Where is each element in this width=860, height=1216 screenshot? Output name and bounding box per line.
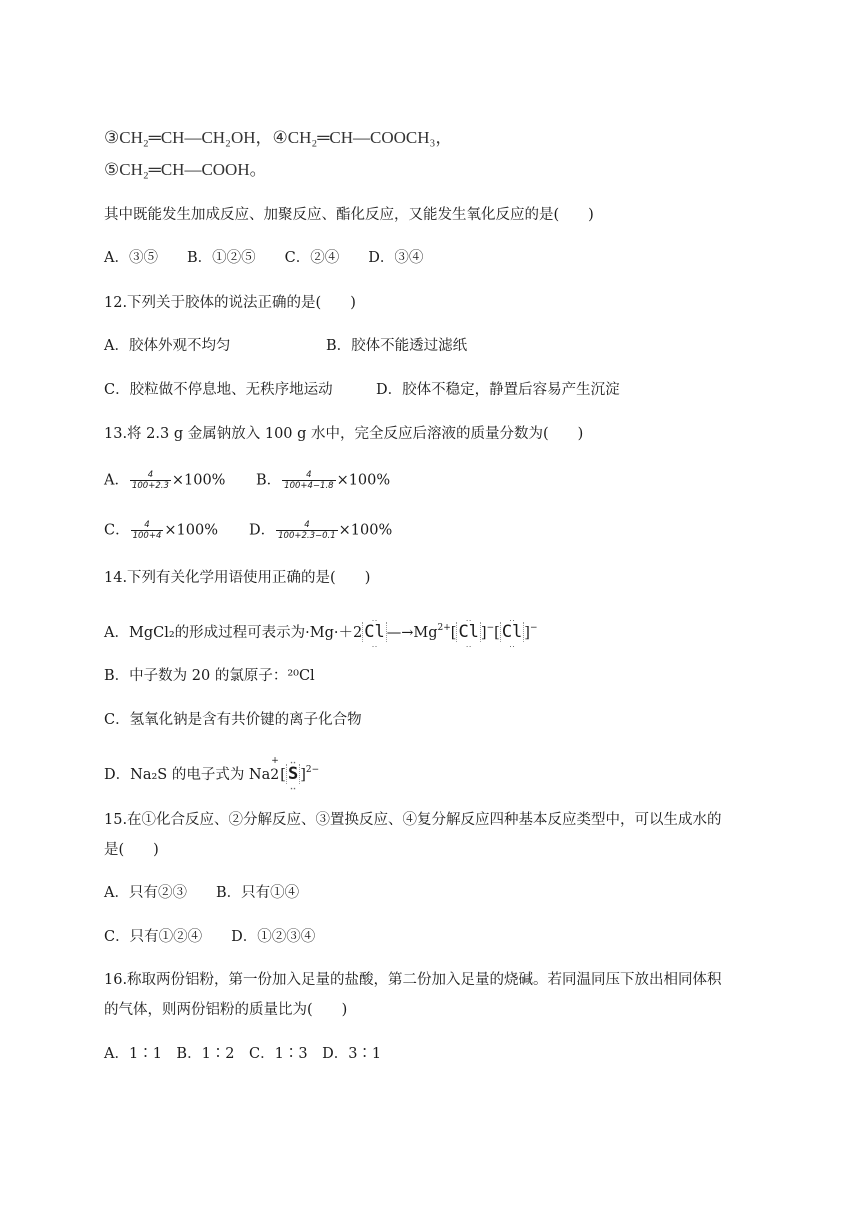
q14-a-cl-electron-dot: ‥ Cl ‥ (362, 622, 386, 642)
q14-d-subscript-2: 2 (270, 767, 280, 783)
q14-d-prefix: D．Na₂S 的电子式为 Na (104, 767, 271, 783)
q16-stem-line-1: 16.称取两份铝粉，第一份加入足量的盐酸，第二份加入足量的烧碱。若同温同压下放出相同体积 (104, 972, 722, 988)
q13-a-suffix: ×100% (171, 472, 226, 489)
q13-d-label: D． (249, 522, 276, 539)
q13-option-a (104, 470, 225, 491)
q12-option-a: A．胶体外观不均匀 (104, 338, 231, 354)
q13-d-numerator: 4 (304, 520, 310, 530)
q13-a-numerator: 4 (147, 470, 154, 480)
q14-d-s-electron-dot: ‥ S ‥ (286, 764, 300, 784)
q11-text: 其中既能发生加成反应、加聚反应、酯化反应，又能发生氧化反应的是( ) (104, 207, 594, 223)
q13-c-fraction (131, 520, 164, 541)
q11-options: A．③⑤ B．①②⑤ C．②④ D．③④ (104, 250, 424, 266)
q14-d-na-charge (270, 756, 280, 785)
q14-stem: 14.下列有关化学用语使用正确的是( ) (104, 570, 371, 586)
q16-options: A．1∶1 B．1∶2 C．1∶3 D．3∶1 (104, 1046, 382, 1062)
q13-option-b (256, 470, 390, 491)
formula-line-1: ③CH₂═CH—CH₂OH，④CH₂═CH—COOCH₃， (104, 128, 453, 147)
q14-d-charge: 2− (305, 765, 320, 775)
q14-d-right-bracket: ] (300, 767, 306, 783)
q13-b-numerator: 4 (306, 470, 312, 480)
q14-a-prefix: A．MgCl₂的形成过程可表示为·Mg·＋2 (104, 625, 363, 641)
q15-stem-line-2: 是( ) (104, 842, 159, 858)
q13-option-d (249, 520, 392, 541)
q13-d-fraction (276, 520, 338, 541)
q14-a-minus-2: − (529, 623, 538, 633)
q13-stem: 13.将 2.3 g 金属钠放入 100 g 水中，完全反应后溶液的质量分数为( ) (104, 426, 584, 442)
q13-c-numerator: 4 (144, 520, 150, 530)
q14-option-a (104, 618, 538, 643)
q14-a-minus-1: − (486, 623, 495, 633)
q14-option-d (104, 756, 320, 785)
q14-d-plus: + (271, 756, 279, 766)
q14-a-mg-charge: 2+ (437, 623, 451, 633)
q15-stem-line-1: 15.在①化合反应、②分解反应、③置换反应、④复分解反应四种基本反应类型中，可以生成水的 (104, 812, 722, 828)
q14-a-right-bracket-2: ] (524, 625, 530, 641)
q14-a-arrow: —→Mg (386, 625, 438, 641)
q14-a-cl-ion-1: ‥ Cl ‥ (456, 622, 480, 642)
q13-b-suffix: ×100% (336, 472, 391, 489)
formula-line-2: ⑤CH₂═CH—COOH。 (104, 160, 267, 179)
q14-option-b: B．中子数为 20 的氯原子：²⁰Cl (104, 668, 315, 684)
q13-a-denominator: 100+2.3 (131, 481, 169, 491)
q13-a-fraction (130, 470, 171, 491)
q13-b-denominator: 100+4−1.8 (284, 481, 334, 491)
q12-stem: 12.下列关于胶体的说法正确的是( ) (104, 295, 356, 311)
q13-d-suffix: ×100% (338, 522, 393, 539)
q14-d-left-bracket: [ (280, 767, 286, 783)
q13-c-denominator: 100+4 (132, 531, 162, 541)
q15-options-cd: C．只有①②④ D．①②③④ (104, 929, 316, 945)
q12-option-c: C．胶粒做不停息地、无秩序地运动 (104, 382, 333, 398)
q14-a-left-bracket-1: [ (450, 625, 457, 641)
q13-option-c (104, 520, 218, 541)
q15-options-ab: A．只有②③ B．只有①④ (104, 885, 300, 901)
q14-option-c: C．氢氧化钠是含有共价键的离子化合物 (104, 712, 362, 728)
q14-a-right-bracket-1: ] (480, 625, 487, 641)
q14-a-left-bracket-2: [ (494, 625, 500, 641)
q12-option-b: B．胶体不能透过滤纸 (326, 338, 468, 354)
q13-a-label: A． (104, 472, 129, 489)
q13-c-label: C． (104, 522, 130, 539)
q13-d-denominator: 100+2.3−0.1 (278, 531, 336, 541)
q12-option-d: D．胶体不稳定，静置后容易产生沉淀 (376, 382, 620, 398)
q13-c-suffix: ×100% (164, 522, 218, 539)
q13-b-label: B． (256, 472, 282, 489)
q13-b-fraction (282, 470, 335, 491)
q16-stem-line-2: 的气体，则两份铝粉的质量比为( ) (104, 1002, 348, 1018)
q14-a-cl-ion-2: ‥ Cl ‥ (500, 622, 524, 642)
